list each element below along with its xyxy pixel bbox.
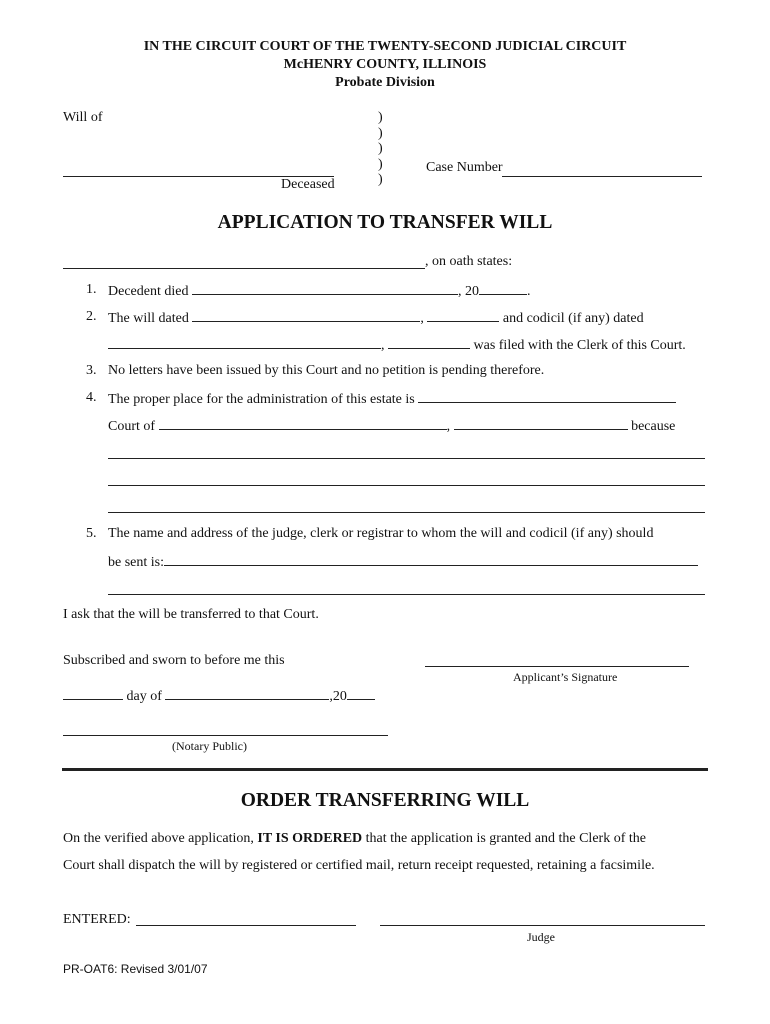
oath-text: , on oath states: bbox=[425, 254, 513, 269]
it-is-ordered-text: IT IS ORDERED bbox=[257, 831, 363, 846]
item-4-label: The proper place for the administration of this estate is bbox=[108, 392, 415, 407]
order-paragraph-line-1 bbox=[63, 831, 646, 847]
judge-label: Judge bbox=[527, 930, 555, 944]
sworn-year-field[interactable] bbox=[347, 687, 375, 700]
court-of-label: Court of bbox=[108, 419, 156, 434]
sworn-date-line bbox=[63, 687, 375, 705]
recipient-field[interactable] bbox=[164, 553, 698, 566]
order-paragraph-line-2: Court shall dispatch the will by registered or certified mail, return receipt requested, retaining a facsimile. bbox=[63, 858, 655, 873]
case-number-label: Case Number bbox=[426, 160, 503, 175]
form-revision: PR-OAT6: Revised 3/01/07 bbox=[63, 962, 208, 976]
sworn-day-field[interactable] bbox=[63, 687, 123, 700]
because-label: because bbox=[631, 419, 676, 434]
reason-line-2[interactable] bbox=[108, 485, 705, 486]
item-2-codicil-label: and codicil (if any) dated bbox=[502, 311, 644, 326]
notary-public-label: (Notary Public) bbox=[172, 739, 247, 753]
court-location-field[interactable] bbox=[454, 417, 628, 430]
item-3-text: No letters have been issued by this Court and no petition is pending therefore. bbox=[108, 363, 545, 378]
item-4-court-line bbox=[108, 417, 675, 435]
transfer-request-text: I ask that the will be transferred to that Court. bbox=[63, 607, 319, 622]
item-1-text bbox=[108, 282, 530, 300]
item-1-year-label: , 20 bbox=[457, 284, 479, 299]
item-4-number: 4. bbox=[86, 390, 97, 405]
notary-signature-field[interactable] bbox=[63, 735, 388, 736]
item-5-continued bbox=[108, 553, 698, 571]
judge-signature-field[interactable] bbox=[380, 925, 705, 926]
day-of-label: day of bbox=[126, 689, 162, 704]
codicil-year-field[interactable] bbox=[388, 336, 470, 349]
item-1-label: Decedent died bbox=[108, 284, 189, 299]
division-name: Probate Division bbox=[335, 75, 435, 90]
item-2-comma: , bbox=[420, 311, 424, 326]
sent-to-label: be sent is: bbox=[108, 555, 164, 570]
subscribed-sworn-text: Subscribed and sworn to before me this bbox=[63, 653, 285, 668]
deceased-label: Deceased bbox=[281, 177, 335, 192]
entered-label: ENTERED: bbox=[63, 912, 131, 927]
reason-line-3[interactable] bbox=[108, 512, 705, 513]
caption-parentheses: ) ) ) ) ) bbox=[378, 110, 383, 187]
court-name-field[interactable] bbox=[159, 417, 447, 430]
sworn-year-label: ,20 bbox=[329, 689, 347, 704]
item-5-text: The name and address of the judge, clerk or registrar to whom the will and codicil (if any) should bbox=[108, 526, 654, 541]
death-year-field[interactable] bbox=[479, 282, 527, 295]
administration-place-field[interactable] bbox=[418, 390, 676, 403]
county-name: McHENRY COUNTY, ILLINOIS bbox=[283, 57, 487, 72]
will-of-label: Will of bbox=[63, 110, 103, 125]
will-year-field[interactable] bbox=[427, 309, 499, 322]
order-title: ORDER TRANSFERRING WILL bbox=[240, 790, 530, 811]
order-text-start: On the verified above application, bbox=[63, 831, 254, 846]
item-2-filed-text: was filed with the Clerk of this Court. bbox=[473, 338, 686, 353]
item-5-number: 5. bbox=[86, 526, 97, 541]
sworn-month-field[interactable] bbox=[165, 687, 329, 700]
item-1-period: . bbox=[526, 284, 531, 299]
item-3-number: 3. bbox=[86, 363, 97, 378]
entered-date-field[interactable] bbox=[136, 925, 356, 926]
date-of-death-field[interactable] bbox=[192, 282, 458, 295]
applicant-name-field[interactable] bbox=[63, 268, 425, 269]
item-2-label: The will dated bbox=[108, 311, 189, 326]
reason-line-1[interactable] bbox=[108, 458, 705, 459]
application-title: APPLICATION TO TRANSFER WILL bbox=[217, 212, 553, 233]
case-number-field[interactable] bbox=[502, 176, 702, 177]
will-date-field[interactable] bbox=[192, 309, 420, 322]
section-divider bbox=[62, 768, 708, 771]
item-2-continued bbox=[108, 336, 686, 354]
item-2-text bbox=[108, 309, 644, 327]
item-2-number: 2. bbox=[86, 309, 97, 324]
court-name: IN THE CIRCUIT COURT OF THE TWENTY-SECOND JUDICIAL CIRCUIT bbox=[143, 39, 627, 54]
applicant-signature-label: Applicant’s Signature bbox=[513, 670, 618, 684]
item-1-number: 1. bbox=[86, 282, 97, 297]
recipient-address-line[interactable] bbox=[108, 594, 705, 595]
item-2b-comma: , bbox=[381, 338, 385, 353]
order-text-end: that the application is granted and the Clerk of the bbox=[365, 831, 646, 846]
item-4b-comma: , bbox=[446, 419, 451, 434]
applicant-signature-field[interactable] bbox=[425, 666, 689, 667]
item-4-text bbox=[108, 390, 676, 408]
codicil-date-field[interactable] bbox=[108, 336, 381, 349]
